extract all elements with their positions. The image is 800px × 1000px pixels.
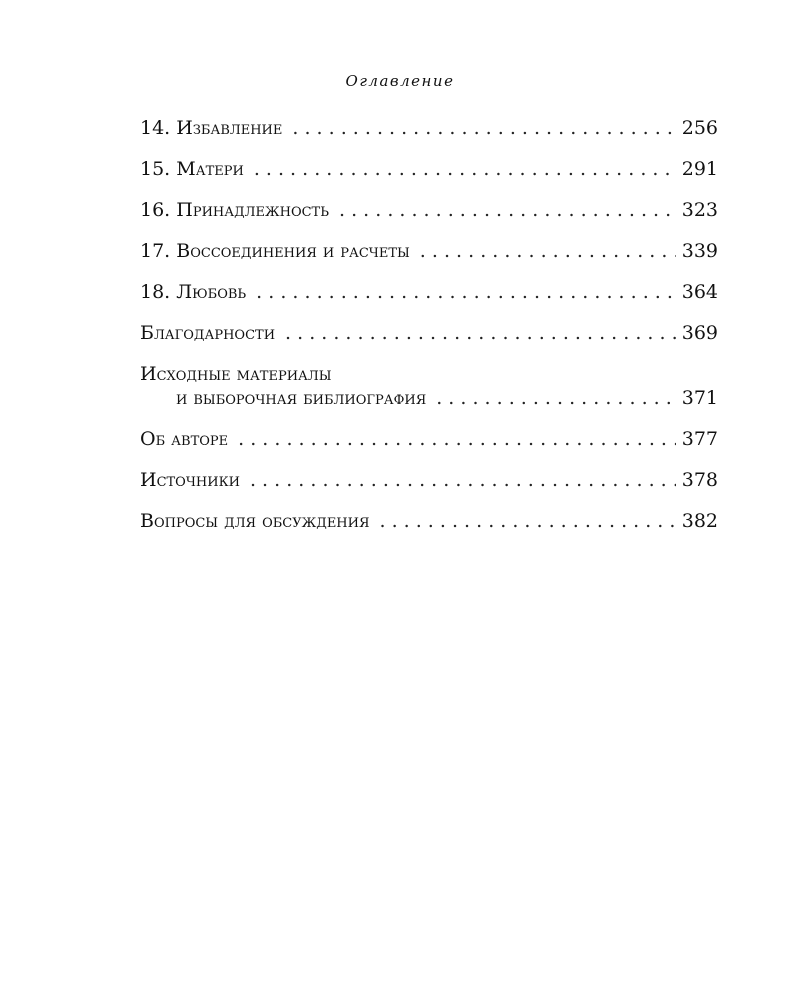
toc-entry[interactable] — [140, 468, 718, 492]
toc-page-number: 382 — [681, 510, 718, 532]
toc-page-number: 377 — [681, 428, 718, 450]
toc-page-number: 364 — [681, 281, 718, 303]
dot-leader — [250, 468, 676, 492]
dot-leader — [256, 280, 676, 304]
toc-entry-title: 18. Любовь — [140, 281, 247, 303]
toc-entry[interactable] — [140, 280, 718, 304]
table-of-contents — [140, 116, 718, 550]
dot-leader — [379, 509, 675, 533]
toc-page-number: 339 — [681, 240, 718, 262]
toc-entry[interactable] — [140, 427, 718, 451]
toc-entry[interactable] — [140, 116, 718, 140]
toc-entry-title-line1: Исходные материалы — [140, 363, 332, 385]
toc-entry-title: 17. Воссоединения и расчеты — [140, 240, 410, 262]
toc-entry[interactable] — [140, 362, 718, 410]
running-head: Оглавление — [345, 72, 455, 90]
toc-page-number: 378 — [681, 469, 718, 491]
dot-leader — [254, 157, 676, 181]
toc-entry-title: Вопросы для обсуждения — [140, 510, 370, 532]
toc-page-number: 371 — [681, 387, 718, 409]
toc-entry[interactable] — [140, 239, 718, 263]
toc-entry-title: Благодарности — [140, 322, 276, 344]
toc-entry-title-line2: и выборочная библиография — [176, 387, 427, 409]
dot-leader — [436, 386, 676, 410]
toc-entry-title: 14. Избавление — [140, 117, 283, 139]
toc-entry[interactable] — [140, 198, 718, 222]
toc-page-number: 323 — [681, 199, 718, 221]
toc-page-number: 256 — [681, 117, 718, 139]
toc-entry[interactable] — [140, 509, 718, 533]
dot-leader — [292, 116, 675, 140]
toc-entry-title: 15. Матери — [140, 158, 244, 180]
toc-page-number: 369 — [681, 322, 718, 344]
dot-leader — [238, 427, 676, 451]
toc-entry-title: 16. Принадлежность — [140, 199, 329, 221]
dot-leader — [339, 198, 676, 222]
toc-entry[interactable] — [140, 157, 718, 181]
toc-page-number: 291 — [681, 158, 718, 180]
toc-entry[interactable] — [140, 321, 718, 345]
dot-leader — [420, 239, 676, 263]
toc-entry-title: Источники — [140, 469, 240, 491]
toc-entry-title: Об авторе — [140, 428, 229, 450]
dot-leader — [285, 321, 676, 345]
